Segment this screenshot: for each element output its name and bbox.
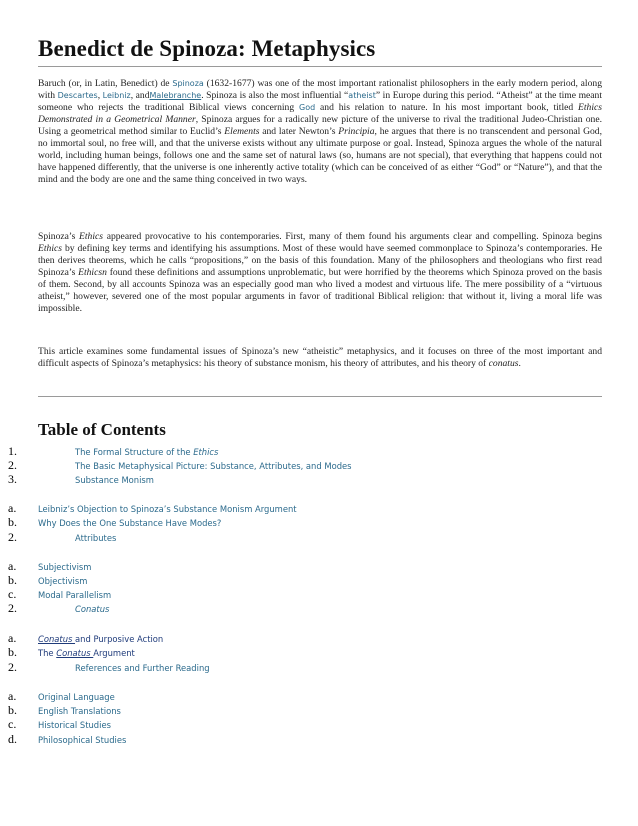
text-run: Baruch (or, in Latin, Benedict) de bbox=[38, 78, 173, 89]
book-title: Ethics bbox=[38, 243, 62, 254]
toc-number: a. bbox=[8, 689, 17, 703]
toc-link-conatus-argument[interactable] bbox=[38, 647, 135, 659]
text-run: Spinoza’s bbox=[38, 231, 80, 242]
toc-link-original-language[interactable]: Original Language bbox=[38, 692, 115, 702]
toc-link-historical-studies[interactable]: Historical Studies bbox=[38, 720, 111, 730]
text-run: and his relation to nature. In his most important book, titled bbox=[315, 102, 579, 113]
toc-link-formal-structure[interactable] bbox=[75, 446, 218, 458]
page-title: Benedict de Spinoza: Metaphysics bbox=[38, 36, 376, 61]
toc-number: 2. bbox=[8, 458, 17, 472]
intro-paragraph-2 bbox=[38, 231, 602, 315]
toc-link-english-translations[interactable]: English Translations bbox=[38, 706, 121, 716]
text-run: , Spinoza argues for a radically new picture of the universe to rival the traditional Judeo-Christian one. Using a geometrical method similar to Euclid’s bbox=[38, 114, 602, 137]
toc-number: c. bbox=[8, 717, 17, 731]
book-title: Ethics Demonstrated in a Geometrical Manner bbox=[38, 102, 602, 125]
link-spinoza[interactable]: Spinoza bbox=[172, 79, 204, 88]
toc-number: a. bbox=[8, 631, 17, 645]
book-title: Ethicsn bbox=[78, 267, 107, 278]
toc-number: b. bbox=[8, 703, 17, 717]
toc-number: 2. bbox=[8, 660, 17, 674]
title-divider bbox=[38, 66, 602, 67]
toc-link-text-em: Conatus bbox=[56, 648, 94, 658]
toc-number: a. bbox=[8, 501, 17, 515]
link-malebranche[interactable]: Malebranche bbox=[149, 91, 202, 100]
toc-number: a. bbox=[8, 559, 17, 573]
text-run: , he argues that there is no transcendent and personal God, no immortal soul, no free will, and that the universe exists without any ultimate purpose or goal. Instead, Spinoza argues the whole of the natural world, including human beings, follows one and the same set of natural laws (so, humans are not special), that everything that happens could not have happened differently, that the universe is one inherently active totality (which can be conceived of as either “God” or “Nature”), and that the mind and the body are one and the same thing conceived in two ways. bbox=[38, 126, 603, 185]
toc-link-text-em: Ethics bbox=[193, 447, 219, 457]
text-run: and later Newton’s bbox=[259, 126, 339, 137]
toc-link-subjectivism[interactable]: Subjectivism bbox=[38, 562, 92, 572]
intro-paragraph-1 bbox=[38, 78, 602, 186]
toc-link-text-em: Conatus bbox=[38, 634, 76, 644]
book-title: Elements bbox=[224, 126, 260, 137]
toc-link-text: The Formal Structure of the bbox=[75, 447, 194, 457]
toc-number: 3. bbox=[8, 472, 17, 486]
toc-link-references[interactable]: References and Further Reading bbox=[75, 663, 210, 673]
text-run: appeared provocative to his contemporaries. First, many of them found his arguments clear and compelling. Spinoza begins bbox=[103, 231, 602, 242]
link-leibniz[interactable]: Leibniz bbox=[102, 91, 131, 100]
section-divider bbox=[38, 396, 602, 397]
text-run: found these definitions and assumptions unproblematic, but were horrified by the theorems which Spinoza proved on the basis of them. Second, by all accounts Spinoza was an especially good man who lived a modest and virtuous life. The mere possibility of a “virtuous atheist,” however, severed one of the most popular arguments in favor of traditional Biblical religion: that without it, living a moral life was impossible. bbox=[38, 267, 602, 314]
toc-link-basic-picture[interactable]: The Basic Metaphysical Picture: Substance, Attributes, and Modes bbox=[75, 461, 352, 471]
toc-link-modes[interactable]: Why Does the One Substance Have Modes? bbox=[38, 518, 222, 528]
toc-link-attributes[interactable]: Attributes bbox=[75, 533, 117, 543]
text-run: , bbox=[97, 90, 103, 101]
toc-heading: Table of Contents bbox=[38, 420, 166, 439]
text-run: . bbox=[518, 358, 521, 369]
text-run: . Spinoza is also the most influential “ bbox=[201, 90, 349, 101]
toc-link-substance-monism[interactable]: Substance Monism bbox=[75, 475, 154, 485]
toc-link-objectivism[interactable]: Objectivism bbox=[38, 576, 88, 586]
toc-link-text-em: Conatus bbox=[75, 604, 110, 614]
toc-link-conatus[interactable] bbox=[75, 603, 109, 615]
link-atheist[interactable]: atheist bbox=[348, 91, 376, 100]
intro-paragraph-3 bbox=[38, 346, 602, 370]
toc-link-text: Argument bbox=[93, 648, 135, 658]
toc-link-conatus-purposive[interactable] bbox=[38, 633, 163, 645]
text-run: (1632-1677) was one of the most important rationalist philosophers in the early modern period, along with bbox=[38, 78, 602, 101]
toc-number: c. bbox=[8, 587, 17, 601]
text-run: ” in Europe during this period. “Atheist” at the time meant someone who rejects the traditional Biblical views concerning bbox=[38, 90, 603, 113]
toc-link-leibniz-objection[interactable]: Leibniz’s Objection to Spinoza’s Substance Monism Argument bbox=[38, 504, 297, 514]
text-run: by defining key terms and identifying his assumptions. Most of these would have seemed commonplace to Spinoza’s contemporaries. He then derives theorems, which he calls “propositions,” on the basis of this foundation. Many of the philosophers and theologians who first read Spinoza’s bbox=[38, 243, 602, 278]
term: conatus bbox=[488, 358, 519, 369]
link-descartes[interactable]: Descartes bbox=[57, 91, 98, 100]
toc-link-text: and Purposive Action bbox=[75, 634, 164, 644]
toc-number: d. bbox=[8, 732, 17, 746]
text-run: This article examines some fundamental issues of Spinoza’s new “atheistic” metaphysics, and it focuses on three of the most important and difficult aspects of Spinoza’s metaphysics: his theory of substance monism, his theory of attributes, and his theory of bbox=[38, 346, 602, 369]
toc-number: 1. bbox=[8, 444, 17, 458]
book-title: Principia bbox=[338, 126, 375, 137]
toc-link-philosophical-studies[interactable]: Philosophical Studies bbox=[38, 735, 127, 745]
link-god[interactable]: God bbox=[299, 103, 316, 112]
book-title: Ethics bbox=[79, 231, 103, 242]
toc-link-text: The bbox=[38, 648, 57, 658]
toc-number: 2. bbox=[8, 530, 17, 544]
toc-number: b. bbox=[8, 573, 17, 587]
toc-number: 2. bbox=[8, 601, 17, 615]
toc-number: b. bbox=[8, 645, 17, 659]
text-run: , and bbox=[130, 90, 150, 101]
toc-link-modal-parallelism[interactable]: Modal Parallelism bbox=[38, 590, 112, 600]
toc-number: b. bbox=[8, 515, 17, 529]
